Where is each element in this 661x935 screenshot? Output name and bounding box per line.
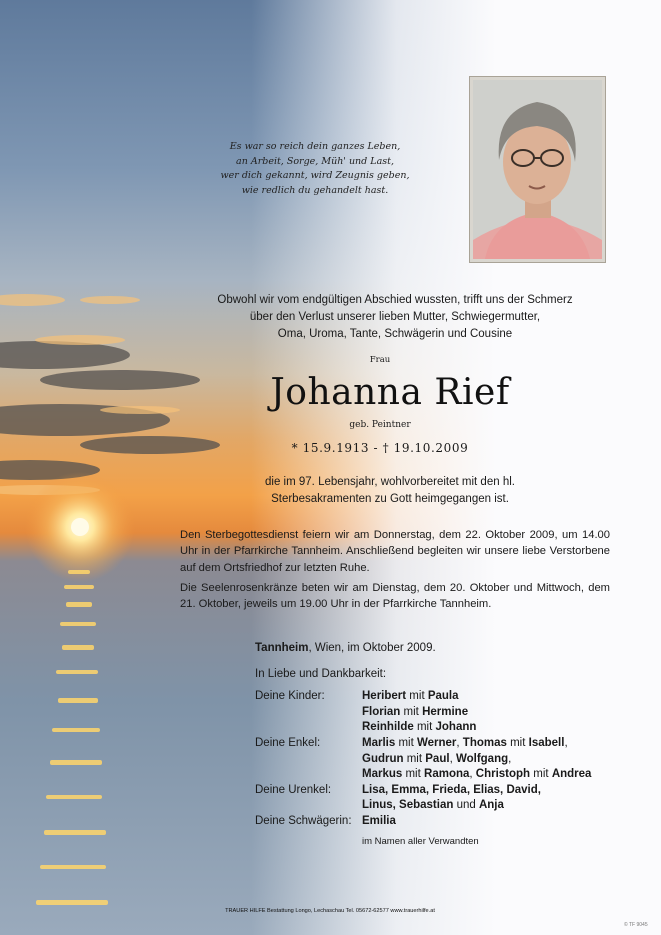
intro-line: über den Verlust unserer lieben Mutter, Schwiegermutter, xyxy=(249,311,541,323)
family-name: Paula xyxy=(427,690,459,702)
family-name: Thomas xyxy=(462,737,507,749)
family-line: Lisa, Emma, Frieda, Elias, David, xyxy=(362,784,541,796)
passed-text xyxy=(220,474,560,507)
place-date-rest: , Wien, im Oktober 2009. xyxy=(308,642,436,654)
in-love-line: In Liebe und Dankbarkeit: xyxy=(255,668,387,680)
family-line xyxy=(362,799,504,811)
family-name: Heribert xyxy=(362,690,407,702)
rosary-paragraph: Die Seelenrosenkränze beten wir am Dienstag, dem 20. Oktober und Mittwoch, dem 21. Oktober, jeweils um 19.00 Uhr in der Pfarrkirche Tannheim. xyxy=(180,582,610,611)
place-date xyxy=(255,642,436,654)
urenkel-label: Deine Urenkel: xyxy=(255,784,332,796)
family-name: Wolfgang xyxy=(455,753,509,765)
family-connector: mit xyxy=(406,690,428,702)
family-connector: mit xyxy=(530,768,552,780)
family-connector: mit xyxy=(506,737,529,749)
family-line xyxy=(362,753,511,765)
title-frau: Frau xyxy=(369,355,391,365)
poem-line: wie redlich du gehandelt hast. xyxy=(241,184,389,196)
passed-line: Sterbesakramenten zu Gott heimgegangen ist. xyxy=(271,492,509,505)
family-connector: , xyxy=(508,753,512,765)
family-name: Markus xyxy=(362,768,403,780)
family-connector: mit xyxy=(395,737,417,749)
family-connector: mit xyxy=(413,721,436,733)
family-name: Florian xyxy=(362,706,401,718)
portrait-photo xyxy=(469,76,606,263)
family-line xyxy=(362,706,468,718)
family-name: Isabell xyxy=(528,737,565,749)
maiden-name: geb. Peintner xyxy=(349,420,411,430)
family-name: Werner xyxy=(416,737,457,749)
family-line: Emilia xyxy=(362,815,396,827)
family-connector: , xyxy=(469,768,476,780)
family-name: Andrea xyxy=(551,768,592,780)
passed-line: die im 97. Lebensjahr, wohlvorbereitet mit den hl. xyxy=(265,476,515,488)
family-line xyxy=(362,690,459,702)
family-name: Johann xyxy=(435,721,477,733)
intro-line: Obwohl wir vom endgültigen Abschied wussten, trifft uns der Schmerz xyxy=(217,294,573,306)
poem xyxy=(200,140,430,198)
intro-text xyxy=(180,292,610,343)
family-connector: , xyxy=(449,753,456,765)
family-name: Ramona xyxy=(424,768,470,780)
kinder-label: Deine Kinder: xyxy=(255,690,325,702)
family-line xyxy=(362,737,568,749)
family-name: Christoph xyxy=(475,768,531,780)
schwaegerin-label: Deine Schwägerin: xyxy=(255,815,352,827)
life-dates: * 15.9.1913 - † 19.10.2009 xyxy=(291,441,469,455)
footer-imprint: TRAUER HILFE Bestattung Longo, Lechaschau Tel. 05672-62577 www.trauerhilfe.at xyxy=(225,908,435,914)
family-connector: , xyxy=(564,737,568,749)
place-name: Tannheim xyxy=(255,642,309,654)
intro-line: Oma, Uroma, Tante, Schwägerin und Cousine xyxy=(277,328,513,340)
family-name: Linus, Sebastian xyxy=(362,799,454,811)
family-name: Paul xyxy=(425,753,450,765)
family-connector: mit xyxy=(400,706,423,718)
family-connector: und xyxy=(453,799,479,811)
poem-line: an Arbeit, Sorge, Müh' und Last, xyxy=(236,155,394,167)
deceased-name: Johanna Rief xyxy=(270,372,510,413)
family-connector: , xyxy=(456,737,463,749)
family-line xyxy=(362,721,476,733)
family-name: Hermine xyxy=(422,706,469,718)
document-code: © TF 9045 xyxy=(624,922,648,928)
poem-line: Es war so reich dein ganzes Leben, xyxy=(229,141,401,152)
family-connector: mit xyxy=(402,768,425,780)
poem-line: wer dich gekannt, wird Zeugnis geben, xyxy=(220,170,410,181)
family-name: Marlis xyxy=(362,737,396,749)
family-name: Reinhilde xyxy=(362,721,414,733)
family-name: Anja xyxy=(478,799,504,811)
closing-line: im Namen aller Verwandten xyxy=(362,836,479,847)
family-connector: mit xyxy=(403,753,426,765)
funeral-paragraph: Den Sterbegottesdienst feiern wir am Donnerstag, dem 22. Oktober 2009, um 14.00 Uhr in der Pfarrkirche Tannheim. Anschließend begleiten wir unsere liebe Verstorbene auf dem Ortsfriedhof zur letzten Ruhe. xyxy=(180,529,610,574)
enkel-label: Deine Enkel: xyxy=(255,737,321,749)
family-name: Gudrun xyxy=(362,753,404,765)
family-line xyxy=(362,768,591,780)
